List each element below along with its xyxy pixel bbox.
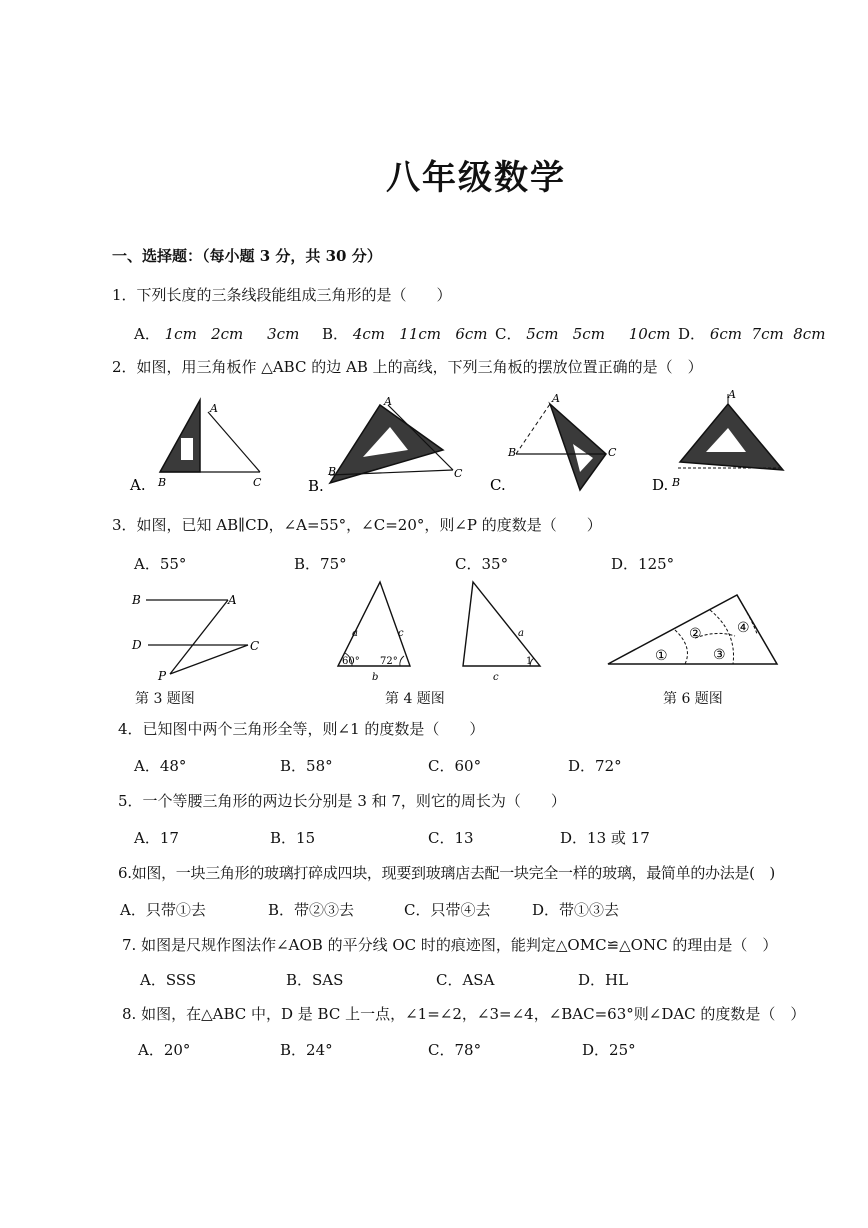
question-3-stem: 3．如图，已知 AB∥CD，∠A=55°，∠C=20°，则∠P 的度数是（ ）: [112, 516, 602, 534]
question-4-option-d: D．72°: [568, 757, 622, 775]
option-label: B.: [308, 477, 324, 495]
vertex-label-b: B: [672, 476, 681, 489]
option-value: 4cm: [352, 325, 385, 343]
question-5-option-c: C．13: [428, 829, 474, 847]
question-1-option-d: [678, 323, 825, 344]
vertex-label-a: A: [384, 395, 392, 408]
option-value: 2cm: [211, 325, 244, 343]
option-letter: A．: [134, 325, 160, 343]
side-c: c: [398, 628, 404, 639]
option-value: 6cm: [455, 325, 488, 343]
question-6-option-d: D．带①③去: [532, 901, 620, 919]
piece-1: ①: [655, 648, 668, 664]
question-6-option-a: A．只带①去: [120, 901, 206, 919]
angle-arc: [400, 656, 404, 666]
vertex-label-c: C: [454, 467, 463, 480]
question-4-stem: 4．已知图中两个三角形全等，则∠1 的度数是（ ）: [118, 720, 485, 738]
question-4-option-c: C．60°: [428, 757, 482, 775]
question-3-option-b: B．75°: [294, 555, 347, 573]
vertex-label-b: B: [328, 465, 337, 478]
option-value: 3cm: [267, 325, 300, 343]
option-value: 5cm: [572, 325, 605, 343]
option-value: 1cm: [164, 325, 197, 343]
angle-60: 60°: [342, 656, 360, 667]
triangle-side: [208, 412, 260, 472]
option-letter: B．: [322, 325, 349, 343]
side-a: a: [352, 628, 358, 639]
angle-1: 1: [526, 656, 533, 667]
question-7-option-a: A．SSS: [140, 971, 197, 989]
question-6-stem: 6.如图，一块三角形的玻璃打碎成四块，现要到玻璃店去配一块完全一样的玻璃，最简单的办法是( ): [118, 864, 775, 882]
question-3-option-a: A．55°: [134, 555, 187, 573]
question-4-option-b: B．58°: [280, 757, 333, 775]
option-letter: C．: [495, 325, 522, 343]
vertex-label-c: C: [608, 446, 617, 459]
vertex-label-b: B: [508, 446, 517, 459]
side-a: a: [518, 628, 524, 639]
option-label: C.: [490, 476, 506, 494]
question-4-option-a: A．48°: [134, 757, 187, 775]
question-1-stem: 1．下列长度的三条线段能组成三角形的是（ ）: [112, 286, 452, 304]
question-1-option-b: [322, 323, 488, 344]
figure-2d: [648, 390, 788, 498]
triangle-right: [463, 582, 540, 666]
triangle-side: [516, 404, 550, 454]
angle-72: 72°: [380, 656, 398, 667]
question-3-option-d: D．125°: [611, 555, 675, 573]
option-label: D.: [652, 476, 669, 494]
page-title: 八年级数学: [386, 158, 566, 198]
question-6-option-b: B．带②③去: [268, 901, 355, 919]
set-square-hole: [181, 438, 193, 460]
question-1-option-c: [495, 323, 670, 344]
option-value: 7cm: [751, 325, 784, 343]
figure-4-caption: 第 4 题图: [385, 691, 445, 707]
vertex-label-a: A: [210, 402, 218, 415]
option-value: 5cm: [526, 325, 559, 343]
option-value: 8cm: [793, 325, 826, 343]
option-value: 11cm: [399, 325, 442, 343]
piece-3: ③: [713, 647, 726, 663]
option-letter: D．: [678, 325, 706, 343]
figure-3: [128, 588, 278, 688]
option-value: 6cm: [709, 325, 742, 343]
question-6-option-c: C．只带④去: [404, 901, 491, 919]
side-c: c: [493, 672, 499, 683]
question-8-option-c: C．78°: [428, 1041, 482, 1059]
piece-4: ④: [737, 620, 750, 636]
label-d: D: [132, 638, 142, 652]
question-7-option-b: B．SAS: [286, 971, 344, 989]
option-label: A.: [130, 476, 146, 494]
question-3-option-c: C．35°: [455, 555, 509, 573]
label-a: A: [228, 593, 237, 607]
figure-3-caption: 第 3 题图: [135, 691, 195, 707]
label-p: P: [158, 669, 167, 683]
question-8-option-a: A．20°: [138, 1041, 191, 1059]
question-7-option-d: D．HL: [578, 971, 629, 989]
set-square-shape: [550, 404, 606, 490]
label-b: B: [132, 593, 141, 607]
question-5-option-d: D．13 或 17: [560, 829, 650, 847]
figure-2b: [308, 395, 468, 500]
vertex-label-c: C: [253, 476, 262, 489]
figure-4: [330, 578, 560, 684]
question-5-option-b: B．15: [270, 829, 316, 847]
set-square-shape: [160, 400, 200, 472]
question-7-option-c: C．ASA: [436, 971, 495, 989]
question-7-stem: 7. 如图是尺规作图法作∠AOB 的平分线 OC 时的痕迹图，能判定△OMC≌△ONC 的理由是（ ）: [122, 936, 778, 954]
figure-2a: [130, 390, 270, 500]
question-8-option-d: D．25°: [582, 1041, 636, 1059]
piece-2: ②: [689, 626, 702, 642]
question-2-stem: 2．如图，用三角板作 △ABC 的边 AB 上的高线，下列三角板的摆放位置正确的是（ ）: [112, 358, 703, 376]
question-8-option-b: B．24°: [280, 1041, 333, 1059]
vertex-label-b: B: [158, 476, 167, 489]
triangle-left: [338, 582, 410, 666]
side-b: b: [372, 672, 379, 683]
figure-6-caption: 第 6 题图: [663, 691, 723, 707]
question-5-stem: 5．一个等腰三角形的两边长分别是 3 和 7，则它的周长为（ ）: [118, 792, 566, 810]
question-8-stem: 8. 如图，在△ABC 中，D 是 BC 上一点，∠1=∠2，∠3=∠4，∠BAC=63°则∠DAC 的度数是（ ）: [122, 1005, 806, 1023]
vertex-label-a: A: [552, 392, 560, 405]
section-heading: 一、选择题：（每小题 3 分，共 30 分）: [112, 247, 382, 265]
label-c: C: [250, 639, 260, 653]
option-value: 10cm: [628, 325, 671, 343]
crack-line: [675, 630, 687, 664]
question-1-option-a: [134, 323, 299, 344]
figure-6: [605, 592, 785, 672]
figure-2c: [488, 392, 628, 500]
vertex-label-a: A: [728, 388, 736, 401]
question-5-option-a: A．17: [134, 829, 179, 847]
